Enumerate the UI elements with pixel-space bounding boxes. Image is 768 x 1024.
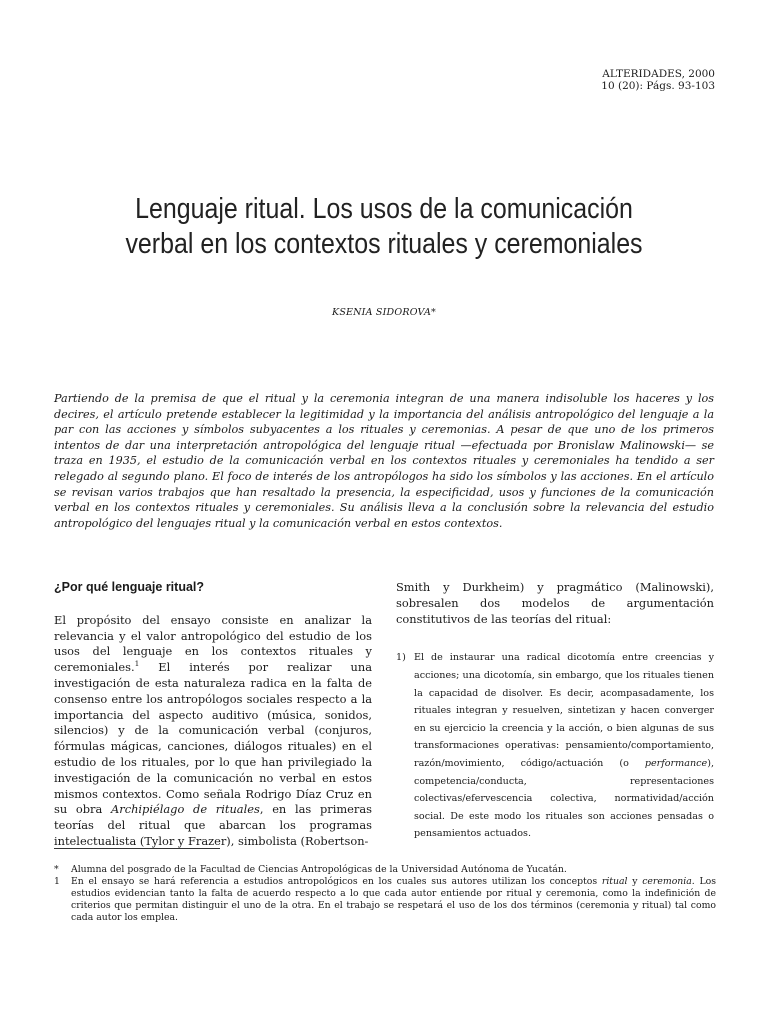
list-text-2: ), competencia/conducta, representaciones colectivas/efervescencia colectiva, normatividad/acción social. De este modo los rituales son acciones pensadas o pensamientos actuados. xyxy=(414,757,714,840)
journal-name: ALTERIDADES, 2000 xyxy=(602,68,715,80)
footnote-1-text-2: . Los estudios evidencian tanto la falta de acuerdo respecto a lo que cada autor entiende por ritual y ceremonia, como la indefinición de criterios que permitan distinguir el uno de la otra. En el trabajo se respetará el uso de los dos términos (ceremonia y ritual) tal como cada autor los emplea. xyxy=(71,876,716,924)
footnote-mark-asterisk: * xyxy=(54,864,59,875)
footnote-1-text-1: En el ensayo se hará referencia a estudios antropológicos en los cuales sus autores utilizan los conceptos xyxy=(71,876,602,888)
article-title-line-2: verbal en los contextos rituales y ceremoniales xyxy=(125,228,643,260)
intro-text-1: El propósito del ensayo consiste en analizar la relevancia y el valor antropológico del estudio de los usos del lenguaje en los contextos rituales y ceremoniales. xyxy=(54,612,372,675)
intro-paragraph xyxy=(54,613,372,850)
footnote-ref-1[interactable]: 1 xyxy=(134,659,140,669)
footnote-author xyxy=(54,864,716,876)
journal-issue-pages: 10 (20): Págs. 93-103 xyxy=(601,80,715,92)
article-author: KSENIA SIDOROVA* xyxy=(332,307,436,318)
footnote-1-term-ritual: ritual xyxy=(601,876,628,888)
left-column xyxy=(54,580,372,850)
list-italic-term: performance xyxy=(644,757,708,769)
journal-reference xyxy=(601,68,715,92)
numbered-list-item xyxy=(396,649,714,843)
list-text-1: El de instaurar una radical dicotomía entre creencias y acciones; una dicotomía, sin embargo, que los rituales tienen la capacidad de disolver. Es decir, acompasadamente, los rituales integran y resuelven, sintetizan y hacen converger en su ejercicio la creencia y la acción, o bien algunas de sus transformaciones operativas: pensamiento/comportamiento, razón/movimiento, código/actuación (o xyxy=(414,652,714,769)
footnote-author-text: Alumna del posgrado de la Facultad de Ciencias Antropológicas de la Universidad Autónoma de Yucatán. xyxy=(71,864,567,875)
intro-text-2: El interés por realizar una investigación de esta naturaleza radica en la falta de consenso entre los antropólogos sociales respecto a la importancia del aspecto auditivo (música, sonidos, silencios) y de la comunicación verbal (conjuros, fórmulas mágicas, canciones, diálogos rituales) en el estudio de los rituales, por lo que han privilegiado la investigación de la comunicación no verbal en estos mismos contextos. Como señala Rodrigo Díaz Cruz en su obra xyxy=(54,660,372,817)
continuation-paragraph: Smith y Durkheim) y pragmático (Malinowski), sobresalen dos modelos de argumentación constitutivos de las teorías del ritual: xyxy=(396,580,714,626)
article-abstract: Partiendo de la premisa de que el ritual y la ceremonia integran de una manera indisoluble los haceres y los decires, el artículo pretende establecer la legitimidad y la importancia del análisis antropológico del lenguaje a la par con las acciones y símbolos subyacentes a los rituales y ceremonias. A pesar de que uno de los primeros intentos de dar una interpretación antropológica del lenguaje ritual —efectuada por Bronislaw Malinowski— se traza en 1935, el estudio de la comunicación verbal en los contextos rituales y ceremoniales ha tendido a ser relegado al segundo plano. El foco de interés de los antropólogos ha sido los símbolos y las acciones. En el artículo se revisan varios trabajos que han resaltado la presencia, la especificidad, usos y funciones de la comunicación verbal en los contextos rituales y ceremoniales. Su análisis lleva a la conclusión sobre la relevancia del estudio antropológico del lenguajes ritual y la comunicación verbal en estos contextos. xyxy=(54,392,714,530)
section-heading: ¿Por qué lenguaje ritual? xyxy=(54,580,205,594)
cited-work-title: Archipiélago de rituales xyxy=(111,802,260,817)
footnote-1-conjunction: y xyxy=(627,876,643,888)
footnote-1-term-ceremonia: ceremonia xyxy=(642,876,692,888)
article-title-line-1: Lenguaje ritual. Los usos de la comunicación xyxy=(135,193,633,225)
footnote-1 xyxy=(54,876,716,924)
intro-text-3: , en las primeras teorías del ritual que abarcan los programas intelectualista (Tylor y Frazer), simbolista (Robertson- xyxy=(54,802,373,848)
footnote-divider xyxy=(54,848,220,849)
right-column xyxy=(396,580,714,843)
footnotes xyxy=(54,864,716,924)
list-number: 1) xyxy=(396,652,406,664)
article-title xyxy=(88,192,680,262)
footnote-mark-1: 1 xyxy=(54,876,60,888)
